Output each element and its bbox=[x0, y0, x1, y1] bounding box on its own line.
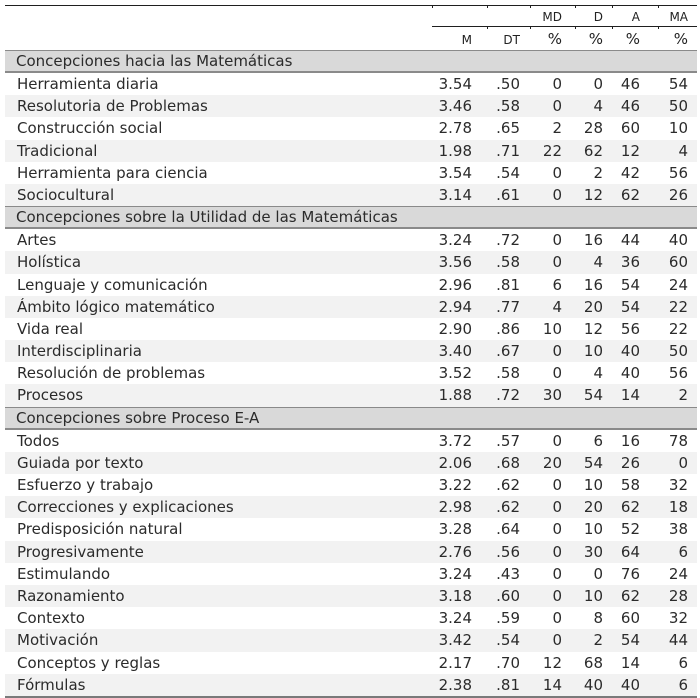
cell-a: 58 bbox=[620, 476, 640, 494]
cell-ma: 60 bbox=[668, 253, 688, 272]
row-label: Herramienta para ciencia bbox=[17, 163, 208, 182]
table-row bbox=[5, 541, 697, 563]
cell-m: 2.17 bbox=[438, 653, 472, 672]
cell-d: 12 bbox=[583, 319, 603, 338]
header-md-pct: % bbox=[547, 30, 562, 48]
cell-d: 54 bbox=[583, 453, 603, 472]
row-label: Tradicional bbox=[17, 141, 98, 160]
cell-dt: .77 bbox=[496, 297, 520, 316]
cell-dt: .81 bbox=[496, 675, 520, 694]
header-dt: DT bbox=[503, 33, 520, 47]
row-label: Herramienta diaria bbox=[17, 75, 159, 93]
cell-md: 10 bbox=[542, 319, 562, 338]
cell-ma: 32 bbox=[668, 476, 688, 494]
table-row bbox=[5, 674, 697, 696]
cell-m: 1.88 bbox=[438, 386, 472, 405]
table-row bbox=[5, 563, 697, 585]
cell-md: 2 bbox=[552, 119, 562, 138]
cell-ma: 50 bbox=[668, 342, 688, 361]
table-row bbox=[5, 629, 697, 651]
row-label: Predisposición natural bbox=[17, 520, 183, 539]
row-label: Correcciones y explicaciones bbox=[17, 498, 234, 517]
cell-d: 16 bbox=[583, 231, 603, 250]
header-row-1 bbox=[5, 6, 697, 27]
row-label: Razonamiento bbox=[17, 586, 125, 605]
cell-d: 40 bbox=[583, 675, 603, 694]
cell-ma: 10 bbox=[668, 119, 688, 138]
cell-md: 0 bbox=[552, 564, 562, 583]
cell-a: 54 bbox=[620, 297, 640, 316]
cell-md: 12 bbox=[542, 653, 562, 672]
cell-a: 62 bbox=[620, 586, 640, 605]
table-row bbox=[5, 496, 697, 518]
table-row bbox=[5, 607, 697, 629]
table-row bbox=[5, 184, 697, 206]
cell-ma: 56 bbox=[668, 364, 688, 383]
cell-d: 10 bbox=[583, 586, 603, 605]
section-header bbox=[5, 407, 697, 430]
row-label: Holística bbox=[17, 253, 82, 272]
cell-m: 3.54 bbox=[438, 75, 472, 93]
cell-a: 76 bbox=[620, 564, 640, 583]
cell-a: 40 bbox=[620, 342, 640, 361]
cell-d: 28 bbox=[583, 119, 603, 138]
section-header bbox=[5, 206, 697, 229]
cell-a: 40 bbox=[620, 364, 640, 383]
cell-md: 0 bbox=[552, 163, 562, 182]
cell-md: 30 bbox=[542, 386, 562, 405]
cell-a: 64 bbox=[620, 542, 640, 561]
cell-dt: .54 bbox=[496, 631, 520, 650]
cell-dt: .64 bbox=[496, 520, 520, 539]
cell-dt: .43 bbox=[496, 564, 520, 583]
cell-d: 2 bbox=[593, 163, 603, 182]
row-label: Esfuerzo y trabajo bbox=[17, 476, 154, 494]
cell-m: 2.78 bbox=[438, 119, 472, 138]
table-row bbox=[5, 518, 697, 540]
table-row bbox=[5, 251, 697, 273]
header-row-2 bbox=[5, 27, 697, 48]
cell-d: 20 bbox=[583, 297, 603, 316]
cell-md: 20 bbox=[542, 453, 562, 472]
header-ma: MA bbox=[669, 10, 688, 24]
cell-d: 30 bbox=[583, 542, 603, 561]
table-row bbox=[5, 296, 697, 318]
cell-a: 54 bbox=[620, 631, 640, 650]
cell-ma: 28 bbox=[668, 586, 688, 605]
cell-a: 26 bbox=[620, 453, 640, 472]
cell-d: 10 bbox=[583, 476, 603, 494]
cell-m: 3.46 bbox=[438, 97, 472, 116]
header-md: MD bbox=[542, 10, 562, 24]
cell-m: 3.54 bbox=[438, 163, 472, 182]
row-label: Motivación bbox=[17, 631, 99, 650]
cell-d: 20 bbox=[583, 498, 603, 517]
cell-a: 36 bbox=[620, 253, 640, 272]
cell-a: 14 bbox=[620, 653, 640, 672]
cell-m: 2.38 bbox=[438, 675, 472, 694]
cell-dt: .62 bbox=[496, 498, 520, 517]
cell-m: 2.98 bbox=[438, 498, 472, 517]
cell-dt: .62 bbox=[496, 476, 520, 494]
cell-dt: .71 bbox=[496, 141, 520, 160]
cell-dt: .68 bbox=[496, 453, 520, 472]
cell-d: 12 bbox=[583, 185, 603, 204]
cell-dt: .70 bbox=[496, 653, 520, 672]
cell-m: 2.94 bbox=[438, 297, 472, 316]
row-label: Ámbito lógico matemático bbox=[17, 297, 215, 316]
row-label: Artes bbox=[17, 231, 57, 250]
row-label: Guiada por texto bbox=[17, 453, 144, 472]
cell-ma: 6 bbox=[678, 675, 688, 694]
cell-d: 4 bbox=[593, 364, 603, 383]
table-row bbox=[5, 117, 697, 139]
table-row bbox=[5, 340, 697, 362]
cell-d: 62 bbox=[583, 141, 603, 160]
row-label: Construcción social bbox=[17, 119, 163, 138]
table-row bbox=[5, 384, 697, 406]
table-row bbox=[5, 162, 697, 184]
cell-dt: .58 bbox=[496, 253, 520, 272]
cell-m: 3.24 bbox=[438, 231, 472, 250]
row-label: Interdisciplinaria bbox=[17, 342, 142, 361]
table-row bbox=[5, 140, 697, 162]
row-label: Todos bbox=[17, 431, 60, 450]
cell-dt: .86 bbox=[496, 319, 520, 338]
cell-md: 4 bbox=[552, 297, 562, 316]
table-row bbox=[5, 430, 697, 452]
cell-md: 6 bbox=[552, 275, 562, 294]
cell-a: 60 bbox=[620, 609, 640, 628]
cell-a: 52 bbox=[620, 520, 640, 539]
cell-md: 0 bbox=[552, 253, 562, 272]
cell-d: 8 bbox=[593, 609, 603, 628]
cell-d: 10 bbox=[583, 342, 603, 361]
cell-dt: .72 bbox=[496, 231, 520, 250]
cell-a: 56 bbox=[620, 319, 640, 338]
section-title: Concepciones sobre Proceso E-A bbox=[16, 408, 260, 427]
row-label: Fórmulas bbox=[17, 675, 86, 694]
cell-dt: .72 bbox=[496, 386, 520, 405]
cell-m: 3.22 bbox=[438, 476, 472, 494]
row-label: Vida real bbox=[17, 319, 84, 338]
cell-md: 0 bbox=[552, 520, 562, 539]
cell-m: 3.42 bbox=[438, 631, 472, 650]
header-d-pct: % bbox=[588, 30, 603, 48]
table-row bbox=[5, 474, 697, 496]
cell-a: 62 bbox=[620, 185, 640, 204]
table-row bbox=[5, 274, 697, 296]
row-label: Contexto bbox=[17, 609, 85, 628]
cell-d: 16 bbox=[583, 275, 603, 294]
header-m: M bbox=[461, 33, 472, 47]
cell-ma: 24 bbox=[668, 275, 688, 294]
cell-m: 3.28 bbox=[438, 520, 472, 539]
cell-ma: 24 bbox=[668, 564, 688, 583]
cell-ma: 6 bbox=[678, 653, 688, 672]
cell-md: 0 bbox=[552, 342, 562, 361]
cell-m: 3.24 bbox=[438, 564, 472, 583]
cell-ma: 78 bbox=[668, 431, 688, 450]
cell-a: 62 bbox=[620, 498, 640, 517]
cell-d: 2 bbox=[593, 631, 603, 650]
header-d: D bbox=[593, 10, 603, 24]
cell-md: 0 bbox=[552, 431, 562, 450]
cell-a: 60 bbox=[620, 119, 640, 138]
cell-m: 3.18 bbox=[438, 586, 472, 605]
table-row bbox=[5, 318, 697, 340]
cell-m: 3.56 bbox=[438, 253, 472, 272]
cell-m: 3.40 bbox=[438, 342, 472, 361]
cell-a: 16 bbox=[620, 431, 640, 450]
cell-d: 0 bbox=[593, 75, 603, 93]
row-label: Progresivamente bbox=[17, 542, 144, 561]
header-dt-top bbox=[487, 6, 520, 27]
table-row bbox=[5, 362, 697, 384]
row-label: Conceptos y reglas bbox=[17, 653, 161, 672]
cell-a: 42 bbox=[620, 163, 640, 182]
cell-a: 14 bbox=[620, 386, 640, 405]
cell-ma: 22 bbox=[668, 319, 688, 338]
cell-d: 54 bbox=[583, 386, 603, 405]
cell-md: 22 bbox=[542, 141, 562, 160]
cell-ma: 44 bbox=[668, 631, 688, 650]
cell-ma: 40 bbox=[668, 231, 688, 250]
cell-dt: .54 bbox=[496, 163, 520, 182]
cell-dt: .50 bbox=[496, 75, 520, 93]
cell-m: 2.06 bbox=[438, 453, 472, 472]
cell-ma: 50 bbox=[668, 97, 688, 116]
cell-ma: 26 bbox=[668, 185, 688, 204]
cell-dt: .61 bbox=[496, 185, 520, 204]
cell-m: 2.96 bbox=[438, 275, 472, 294]
cell-md: 0 bbox=[552, 542, 562, 561]
table-row bbox=[5, 229, 697, 251]
cell-md: 0 bbox=[552, 185, 562, 204]
section-header bbox=[5, 50, 697, 73]
section-title: Concepciones hacia las Matemáticas bbox=[16, 52, 293, 70]
cell-md: 0 bbox=[552, 97, 562, 116]
cell-m: 3.72 bbox=[438, 431, 472, 450]
cell-m: 1.98 bbox=[438, 141, 472, 160]
cell-m: 3.14 bbox=[438, 185, 472, 204]
cell-ma: 0 bbox=[678, 453, 688, 472]
table-row bbox=[5, 585, 697, 607]
cell-dt: .67 bbox=[496, 342, 520, 361]
cell-dt: .65 bbox=[496, 119, 520, 138]
row-label: Sociocultural bbox=[17, 185, 115, 204]
cell-ma: 32 bbox=[668, 609, 688, 628]
row-label: Estimulando bbox=[17, 564, 111, 583]
cell-a: 12 bbox=[620, 141, 640, 160]
cell-md: 0 bbox=[552, 75, 562, 93]
cell-ma: 2 bbox=[678, 386, 688, 405]
table-row bbox=[5, 452, 697, 474]
cell-m: 3.24 bbox=[438, 609, 472, 628]
cell-m: 2.76 bbox=[438, 542, 472, 561]
header-m-top bbox=[432, 6, 472, 27]
cell-md: 0 bbox=[552, 609, 562, 628]
cell-d: 4 bbox=[593, 97, 603, 116]
cell-d: 68 bbox=[583, 653, 603, 672]
header-ma-pct: % bbox=[673, 30, 688, 48]
cell-a: 54 bbox=[620, 275, 640, 294]
row-label: Lenguaje y comunicación bbox=[17, 275, 208, 294]
cell-dt: .60 bbox=[496, 586, 520, 605]
cell-md: 0 bbox=[552, 498, 562, 517]
header-a-pct: % bbox=[625, 30, 640, 48]
cell-m: 2.90 bbox=[438, 319, 472, 338]
row-label: Resolución de problemas bbox=[17, 364, 206, 383]
cell-md: 14 bbox=[542, 675, 562, 694]
cell-d: 4 bbox=[593, 253, 603, 272]
cell-ma: 56 bbox=[668, 163, 688, 182]
row-label: Resolutoria de Problemas bbox=[17, 97, 208, 116]
section-title: Concepciones sobre la Utilidad de las Matemáticas bbox=[16, 208, 398, 227]
cell-ma: 54 bbox=[668, 75, 688, 93]
table-row bbox=[5, 73, 697, 95]
cell-ma: 4 bbox=[678, 141, 688, 160]
cell-ma: 22 bbox=[668, 297, 688, 316]
cell-md: 0 bbox=[552, 231, 562, 250]
cell-ma: 6 bbox=[678, 542, 688, 561]
cell-dt: .57 bbox=[496, 431, 520, 450]
cell-dt: .81 bbox=[496, 275, 520, 294]
cell-dt: .59 bbox=[496, 609, 520, 628]
cell-a: 46 bbox=[620, 97, 640, 116]
cell-d: 0 bbox=[593, 564, 603, 583]
cell-dt: .58 bbox=[496, 364, 520, 383]
cell-dt: .58 bbox=[496, 97, 520, 116]
cell-a: 40 bbox=[620, 675, 640, 694]
cell-a: 46 bbox=[620, 75, 640, 93]
row-label: Procesos bbox=[17, 386, 84, 405]
cell-md: 0 bbox=[552, 364, 562, 383]
cell-md: 0 bbox=[552, 476, 562, 494]
table-body bbox=[5, 50, 697, 696]
cell-m: 3.52 bbox=[438, 364, 472, 383]
cell-dt: .56 bbox=[496, 542, 520, 561]
cell-ma: 38 bbox=[668, 520, 688, 539]
cell-md: 0 bbox=[552, 586, 562, 605]
cell-d: 10 bbox=[583, 520, 603, 539]
cell-md: 0 bbox=[552, 631, 562, 650]
cell-ma: 18 bbox=[668, 498, 688, 517]
table-row bbox=[5, 652, 697, 674]
cell-a: 44 bbox=[620, 231, 640, 250]
header-a: A bbox=[631, 10, 640, 24]
table-row bbox=[5, 95, 697, 117]
cell-d: 6 bbox=[593, 431, 603, 450]
